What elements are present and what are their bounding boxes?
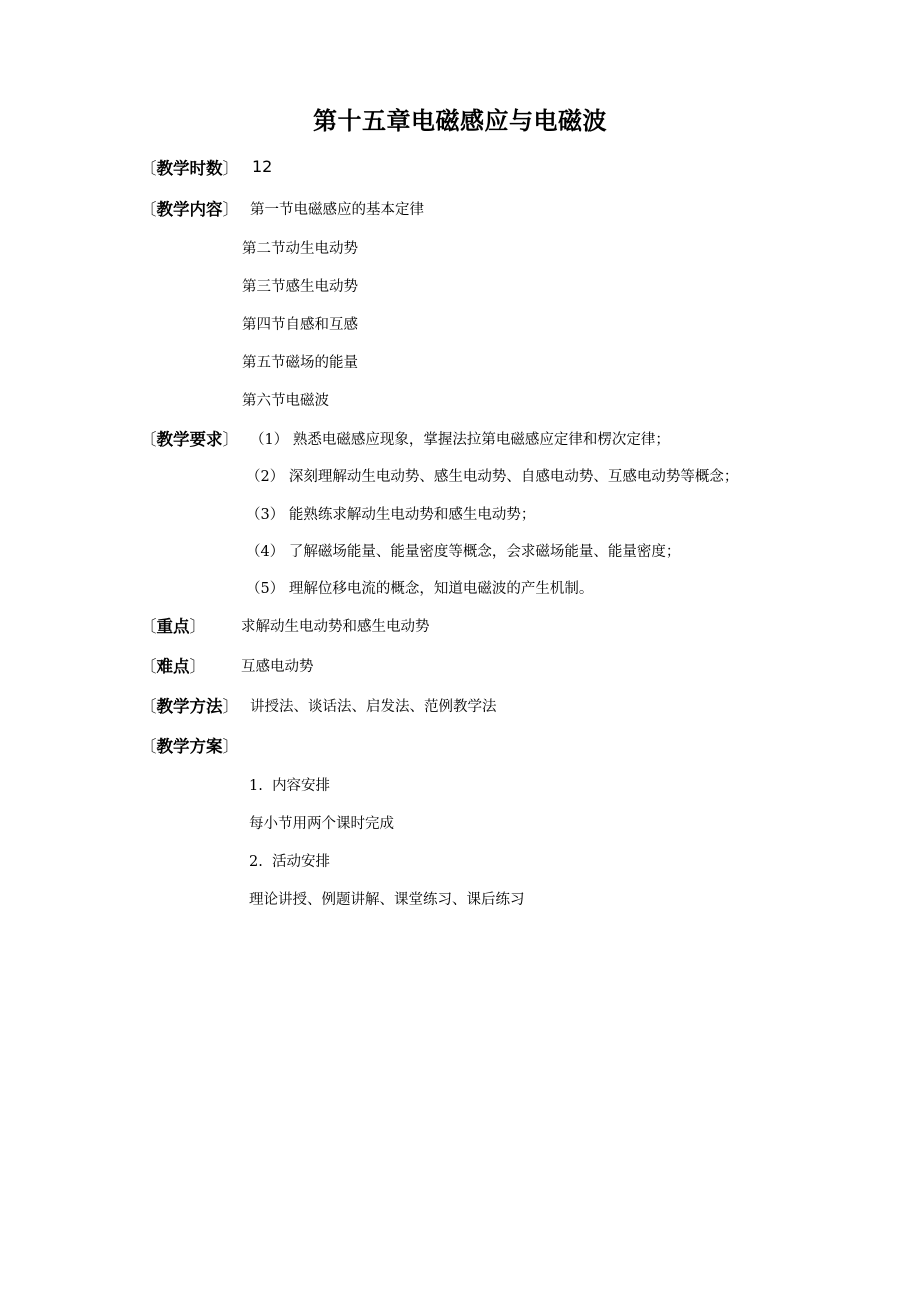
bracket-open: 〔 [140,200,157,219]
requirements-label: 教学要求 [156,430,223,449]
bracket-close: 〕 [222,737,239,756]
plan-item-heading [249,774,330,795]
difficulty-label-group [140,653,206,677]
content-item: 第六节电磁波 [242,393,329,409]
plan-label-group [140,733,239,757]
plan-item-title: 活动安排 [272,854,331,870]
requirements-label-group [140,426,239,450]
requirement-number: （4） [246,544,285,560]
key-point-label: 重点 [156,617,190,636]
plan-label: 教学方案 [156,737,223,756]
content-item: 第二节动生电动势 [242,241,358,257]
difficulty-value: 互感电动势 [241,659,314,675]
bracket-open: 〔 [140,697,157,716]
key-point-label-group [140,613,206,637]
method-label: 教学方法 [156,697,223,716]
requirement-number: （3） [246,507,285,523]
method-value: 讲授法、谈话法、启发法、范例教学法 [250,699,497,715]
bracket-open: 〔 [140,617,157,636]
requirement-item [246,503,535,524]
bracket-open: 〔 [140,159,157,178]
bracket-open: 〔 [140,430,157,449]
content-item: 第四节自感和互感 [242,317,358,333]
bracket-open: 〔 [140,657,157,676]
bracket-open: 〔 [140,737,157,756]
bracket-close: 〕 [222,697,239,716]
bracket-close: 〕 [189,657,206,676]
bracket-close: 〕 [189,617,206,636]
requirement-number: （2） [246,469,285,485]
hours-value: 12 [252,157,273,176]
requirement-text: 熟悉电磁感应现象，掌握法拉第电磁感应定律和楞次定律； [292,432,670,448]
requirement-item [250,428,670,449]
plan-item-heading [249,850,330,871]
requirement-text: 能熟练求解动生电动势和感生电动势； [288,507,536,523]
bracket-close: 〕 [222,159,239,178]
content-item: 第一节电磁感应的基本定律 [250,202,424,218]
bracket-close: 〕 [222,200,239,219]
content-item: 第三节感生电动势 [242,279,358,295]
plan-item-detail: 理论讲授、例题讲解、课堂练习、课后练习 [249,892,525,908]
requirement-text: 了解磁场能量、能量密度等概念，会求磁场能量、能量密度； [288,544,681,560]
key-point-value: 求解动生电动势和感生电动势 [241,619,430,635]
content-label-group [140,196,239,220]
method-label-group [140,693,239,717]
hours-label: 教学时数 [156,159,223,178]
plan-item-number: 1. [249,778,263,794]
bracket-close: 〕 [222,430,239,449]
hours-label-group [140,155,239,179]
requirement-text: 理解位移电流的概念，知道电磁波的产生机制。 [288,581,594,597]
requirement-number: （5） [246,581,285,597]
page-title: 第十五章电磁感应与电磁波 [313,107,607,135]
requirement-number: （1） [250,432,289,448]
requirement-item [246,577,593,598]
difficulty-label: 难点 [156,657,190,676]
content-item: 第五节磁场的能量 [242,355,358,371]
plan-item-detail: 每小节用两个课时完成 [249,816,394,832]
content-label: 教学内容 [156,200,223,219]
plan-item-title: 内容安排 [272,778,331,794]
requirement-item [246,540,680,561]
requirement-text: 深刻理解动生电动势、感生电动势、自感电动势、互感电动势等概念； [288,469,739,485]
plan-item-number: 2. [249,854,263,870]
requirement-item [246,465,738,486]
